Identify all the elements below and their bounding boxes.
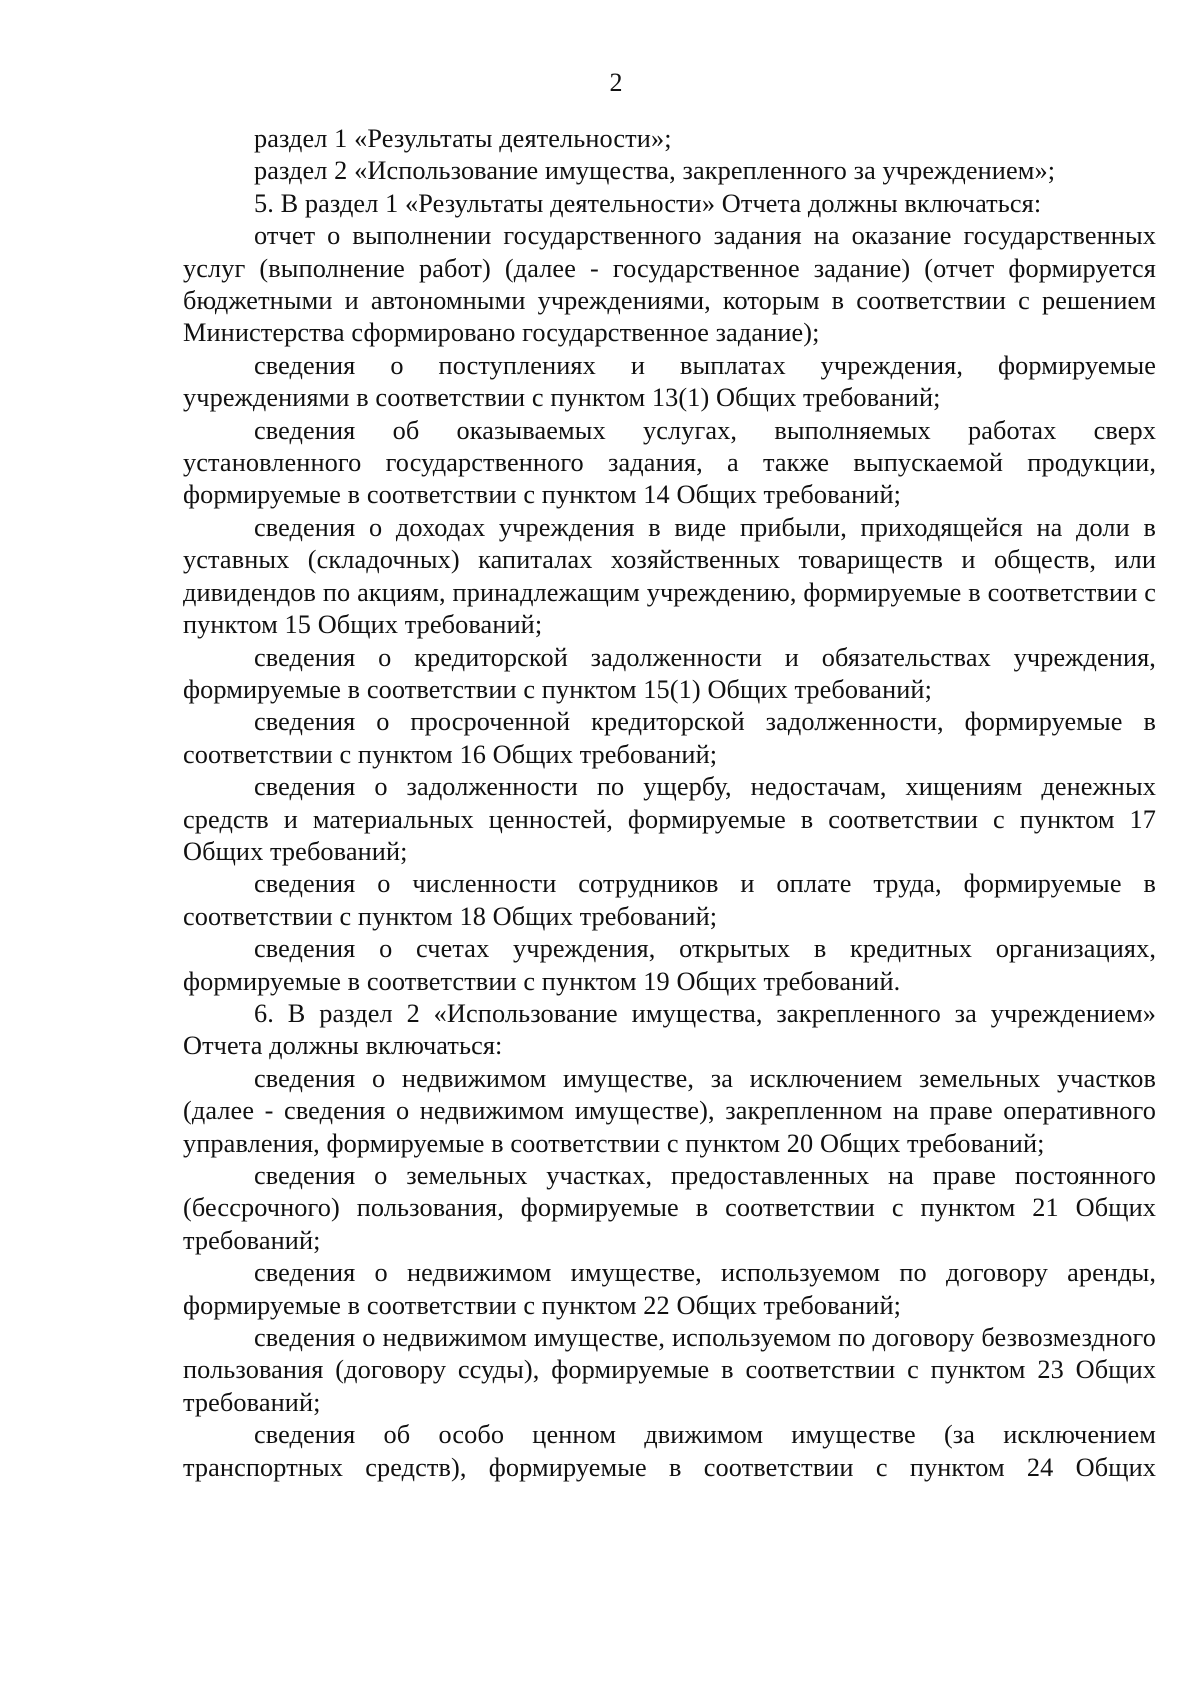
- paragraph: сведения о недвижимом имуществе, используемом по договору безвозмездного пользования (договору ссуды), формируемые в соответствии с пунктом 23 Общих требований;: [183, 1323, 1156, 1417]
- paragraph: сведения о кредиторской задолженности и обязательствах учреждения, формируемые в соответствии с пунктом 15(1) Общих требований;: [183, 642, 1156, 704]
- paragraph: сведения о доходах учреждения в виде прибыли, приходящейся на доли в уставных (складочных) капиталах хозяйственных товариществ и обществ, или дивидендов по акциям, принадлежащим учреждению, формируемые в соответствии с пунктом 15 Общих требований;: [183, 512, 1156, 640]
- paragraph: отчет о выполнении государственного задания на оказание государственных услуг (выполнение работ) (далее - государственное задание) (отчет формируется бюджетными и автономными учреждениями, которым в соответствии с решением Министерства сформировано государственное задание);: [183, 221, 1156, 348]
- document-body: [183, 123, 1156, 1484]
- paragraph: сведения о земельных участках, предоставленных на праве постоянного (бессрочного) пользования, формируемые в соответствии с пунктом 21 Общих требований;: [183, 1161, 1156, 1255]
- paragraph: сведения о недвижимом имуществе, за исключением земельных участков (далее - сведения о недвижимом имуществе), закрепленном на праве оперативного управления, формируемые в соответствии с пунктом 20 Общих требований;: [183, 1063, 1156, 1158]
- paragraph: сведения о просроченной кредиторской задолженности, формируемые в соответствии с пунктом 16 Общих требований;: [183, 707, 1156, 769]
- paragraph: сведения о задолженности по ущербу, недостачам, хищениям денежных средств и материальных ценностей, формируемые в соответствии с пунктом 17 Общих требований;: [183, 772, 1156, 866]
- paragraph: раздел 2 «Использование имущества, закрепленного за учреждением»;: [254, 156, 1056, 186]
- page-number: 2: [609, 68, 623, 97]
- paragraph: сведения о недвижимом имуществе, используемом по договору аренды, формируемые в соответствии с пунктом 22 Общих требований;: [183, 1258, 1156, 1320]
- paragraph: сведения о поступлениях и выплатах учреждения, формируемые учреждениями в соответствии с пунктом 13(1) Общих требований;: [183, 350, 1156, 413]
- paragraph: сведения об оказываемых услугах, выполняемых работах сверх установленного государственного задания, а также выпускаемой продукции, формируемые в соответствии с пунктом 14 Общих требований;: [183, 415, 1156, 510]
- paragraph: сведения о численности сотрудников и оплате труда, формируемые в соответствии с пунктом 18 Общих требований;: [183, 869, 1156, 931]
- paragraph: 6. В раздел 2 «Использование имущества, закрепленного за учреждением» Отчета должны включаться:: [183, 998, 1156, 1061]
- paragraph: сведения об особо ценном движимом имуществе (за исключением транспортных средств), формируемые в соответствии с пунктом 24 Общих: [183, 1420, 1156, 1482]
- paragraph: 5. В раздел 1 «Результаты деятельности» Отчета должны включаться:: [254, 188, 1042, 218]
- paragraph: раздел 1 «Результаты деятельности»;: [254, 124, 672, 153]
- paragraph: сведения о счетах учреждения, открытых в кредитных организациях, формируемые в соответствии с пунктом 19 Общих требований.: [183, 934, 1156, 996]
